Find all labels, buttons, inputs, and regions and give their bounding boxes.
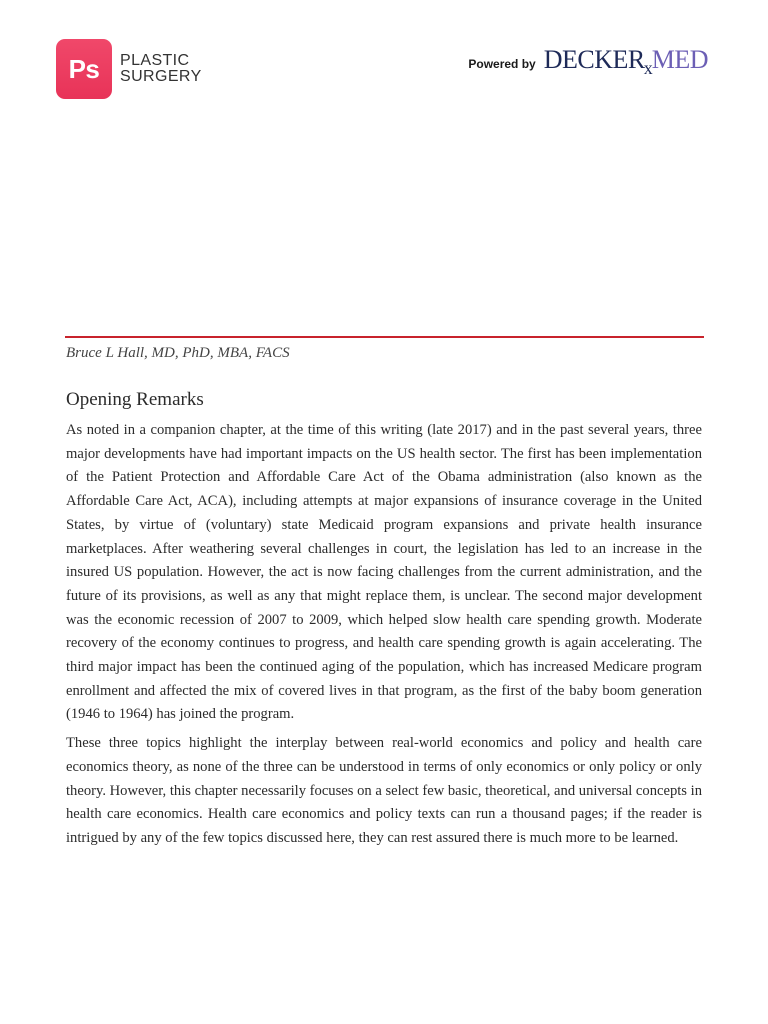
article-body — [66, 419, 702, 856]
section-divider — [65, 336, 704, 338]
logo-line-1: PLASTIC — [120, 52, 190, 69]
page-header — [0, 0, 768, 110]
logo-wordmark — [120, 53, 202, 85]
ps-logo-badge — [56, 39, 112, 99]
paragraph-2: These three topics highlight the interplay between real-world economics and policy and health care economics theory, as none of the three can be understood in terms of only economics or only policy or only theory. However, this chapter necessarily focuses on a select few basic, theoretical, and universal concepts in health care economics. Health care economics and policy texts can run a thousand pages; if the reader is intrigued by any of the few topics discussed here, they can rest assured there is much more to be learned. — [66, 735, 702, 846]
section-heading: Opening Remarks — [66, 389, 204, 410]
logo-badge-text: Ps — [68, 53, 100, 84]
logo-line-2: SURGERY — [120, 68, 202, 85]
powered-by-deckermed[interactable] — [468, 45, 708, 78]
paragraph-1: As noted in a companion chapter, at the time of this writing (late 2017) and in the past several years, three major developments have had important impacts on the US health sector. The first has been implementation of the Patient Protection and Affordable Care Act of the Obama administration (also known as the Affordable Care Act, ACA), including attempts at major expansions of insurance coverage in the United States, by virtue of (voluntary) state Medicaid program expansions and private health insurance marketplaces. After weathering several challenges in court, the legislation has led to an increase in the insured US population. However, the act is now facing challenges from the current administration, and the future of its provisions, as well as any that might replace them, is unclear. The second major development was the economic recession of 2007 to 2009, which helped slow health care spending growth. Moderate recovery of the economy continues to progress, and health care spending growth is again accelerating. The third major impact has been the continued aging of the population, which has increased Medicare program enrollment and affected the mix of covered lives in that program, as the first of the baby boom generation (1946 to 1964) has joined the program. — [66, 422, 702, 723]
author-line: Bruce L Hall, MD, PhD, MBA, FACS — [66, 345, 290, 361]
brand-decker: DECKER — [543, 45, 645, 74]
brand-med: MED — [651, 45, 708, 74]
plastic-surgery-logo[interactable] — [56, 39, 202, 99]
brand-rx: x — [643, 58, 653, 78]
powered-by-label: Powered by — [468, 57, 536, 71]
